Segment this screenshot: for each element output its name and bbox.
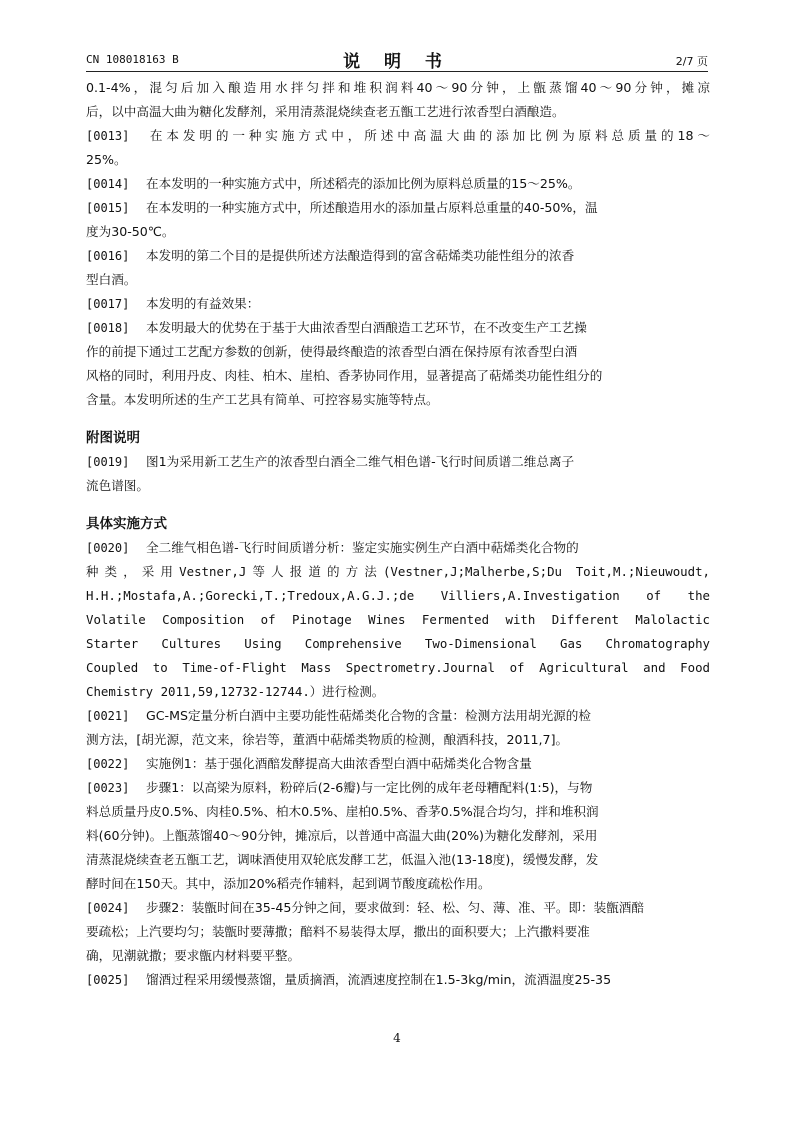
paragraph-0016 <box>86 244 710 268</box>
text-line: 在本发明的一种实施方式中，所述中高温大曲的添加比例为原料总质量的18～ <box>146 128 710 143</box>
paragraph-number: [0018] <box>86 321 130 335</box>
text-line: 本发明的有益效果： <box>146 296 260 311</box>
section-heading-embodiments: 具体实施方式 <box>86 516 167 532</box>
document-title: 说 明 书 <box>343 52 451 72</box>
text-line: 种类，采用Vestner,J等人报道的方法(Vestner,J;Malherbe,S;Du Toit,M.;Nieuwoudt, <box>86 564 710 579</box>
patent-number: CN 108018163 B <box>86 53 179 66</box>
paragraph-0018 <box>86 316 710 340</box>
paragraph-0019 <box>86 450 710 474</box>
text-line: 酵时间在150天。其中，添加20%稻壳作辅料，起到调节酸度疏松作用。 <box>86 876 491 891</box>
text-line: 要疏松；上汽要均匀；装甑时要薄撒；醅料不易装得太厚，撒出的面积要大；上汽撒料要准 <box>86 924 590 939</box>
text-line: 料总质量丹皮0.5%、肉桂0.5%、柏木0.5%、崖柏0.5%、香茅0.5%混合均匀，拌和堆积润 <box>86 804 599 819</box>
text-line: 步骤1：以高梁为原料，粉碎后(2-6瓣)与一定比例的成年老母糟配料(1:5)，与物 <box>146 780 593 795</box>
paragraph-0024 <box>86 896 710 920</box>
text-line: 度为30-50℃。 <box>86 224 175 239</box>
text-line: 含量。本发明所述的生产工艺具有简单、可控容易实施等特点。 <box>86 392 439 407</box>
text-line: 作的前提下通过工艺配方参数的创新，使得最终酿造的浓香型白酒在保持原有浓香型白酒 <box>86 344 578 359</box>
paragraph-0025 <box>86 968 710 992</box>
paragraph-0015 <box>86 196 710 220</box>
text-line: Starter Cultures Using Comprehensive Two-Dimensional Gas Chromatography <box>86 636 710 651</box>
paragraph-number: [0014] <box>86 177 130 191</box>
text-line: 图1为采用新工艺生产的浓香型白酒全二维气相色谱-飞行时间质谱二维总离子 <box>146 454 575 469</box>
page-header <box>86 47 708 72</box>
text-line: 在本发明的一种实施方式中，所述稻壳的添加比例为原料总质量的15～25%。 <box>146 176 581 191</box>
paragraph-number: [0023] <box>86 781 130 795</box>
paragraph-0023 <box>86 776 710 800</box>
paragraph-0014 <box>86 172 710 196</box>
page-indicator: 2/7 页 <box>675 55 708 68</box>
text-line: Chemistry 2011,59,12732-12744.）进行检测。 <box>86 684 385 699</box>
paragraph-number: [0013] <box>86 129 130 143</box>
text-line: 清蒸混烧续查老五甑工艺，调味酒使用双轮底发酵工艺，低温入池(13-18度)，缓慢发酵，发 <box>86 852 599 867</box>
text-line: 料(60分钟)。上甑蒸馏40～90分钟，摊凉后，以普通中高温大曲(20%)为糖化发酵剂，采用 <box>86 828 598 843</box>
text-line: 测方法，[胡光源，范文来，徐岩等，董酒中萜烯类物质的检测，酿酒科技，2011,7]。 <box>86 732 569 747</box>
paragraph-number: [0021] <box>86 709 130 723</box>
section-heading-figures: 附图说明 <box>86 430 140 446</box>
text-line: 流色谱图。 <box>86 478 149 493</box>
paragraph-number: [0024] <box>86 901 130 915</box>
text-line: 本发明最大的优势在于基于大曲浓香型白酒酿造工艺环节，在不改变生产工艺操 <box>146 320 587 335</box>
paragraph-number: [0017] <box>86 297 130 311</box>
text-line: 在本发明的一种实施方式中，所述酿造用水的添加量占原料总重量的40-50%，温 <box>146 200 598 215</box>
text-line: 实施例1：基于强化酒醅发酵提高大曲浓香型白酒中萜烯类化合物含量 <box>146 756 532 771</box>
paragraph-number: [0019] <box>86 455 130 469</box>
paragraph-0021 <box>86 704 710 728</box>
text-line: 全二维气相色谱-飞行时间质谱分析：鉴定实施实例生产白酒中萜烯类化合物的 <box>146 540 579 555</box>
text-line: 风格的同时，利用丹皮、肉桂、柏木、崖柏、香茅协同作用，显著提高了萜烯类功能性组分的 <box>86 368 603 383</box>
document-body <box>86 76 710 992</box>
text-line: 确，见潮就撒；要求甑内材料要平整。 <box>86 948 301 963</box>
text-line: 25%。 <box>86 152 127 167</box>
text-line: H.H.;Mostafa,A.;Gorecki,T.;Tredoux,A.G.J.;de Villiers,A.Investigation of the <box>86 588 710 603</box>
paragraph-number: [0020] <box>86 541 130 555</box>
paragraph-number: [0015] <box>86 201 130 215</box>
text-line: Volatile Composition of Pinotage Wines Fermented with Different Malolactic <box>86 612 710 627</box>
paragraph-0017 <box>86 292 710 316</box>
text-line: GC-MS定量分析白酒中主要功能性萜烯类化合物的含量：检测方法用胡光源的检 <box>146 708 591 723</box>
paragraph-0022 <box>86 752 710 776</box>
paragraph-number: [0025] <box>86 973 130 987</box>
text-line: 本发明的第二个目的是提供所述方法酿造得到的富含萜烯类功能性组分的浓香 <box>146 248 575 263</box>
paragraph-number: [0022] <box>86 757 130 771</box>
text-line: 后，以中高温大曲为糖化发酵剂，采用清蒸混烧续查老五甑工艺进行浓香型白酒酿造。 <box>86 104 565 119</box>
page-number: 4 <box>393 1031 401 1045</box>
text-line: Coupled to Time-of-Flight Mass Spectrometry.Journal of Agricultural and Food <box>86 660 710 675</box>
paragraph-number: [0016] <box>86 249 130 263</box>
text-line: 馏酒过程采用缓慢蒸馏，量质摘酒，流酒速度控制在1.5-3kg/min，流酒温度25-35 <box>146 972 612 987</box>
text-line: 0.1-4%，混匀后加入酿造用水拌匀拌和堆积润料40～90分钟，上甑蒸馏40～90分钟，摊凉 <box>86 80 710 95</box>
text-line: 步骤2：装甑时间在35-45分钟之间，要求做到：轻、松、匀、薄、准、平。即：装甑酒醅 <box>146 900 644 915</box>
text-line: 型白酒。 <box>86 272 137 287</box>
paragraph-0013 <box>86 124 710 148</box>
paragraph-0020 <box>86 536 710 560</box>
